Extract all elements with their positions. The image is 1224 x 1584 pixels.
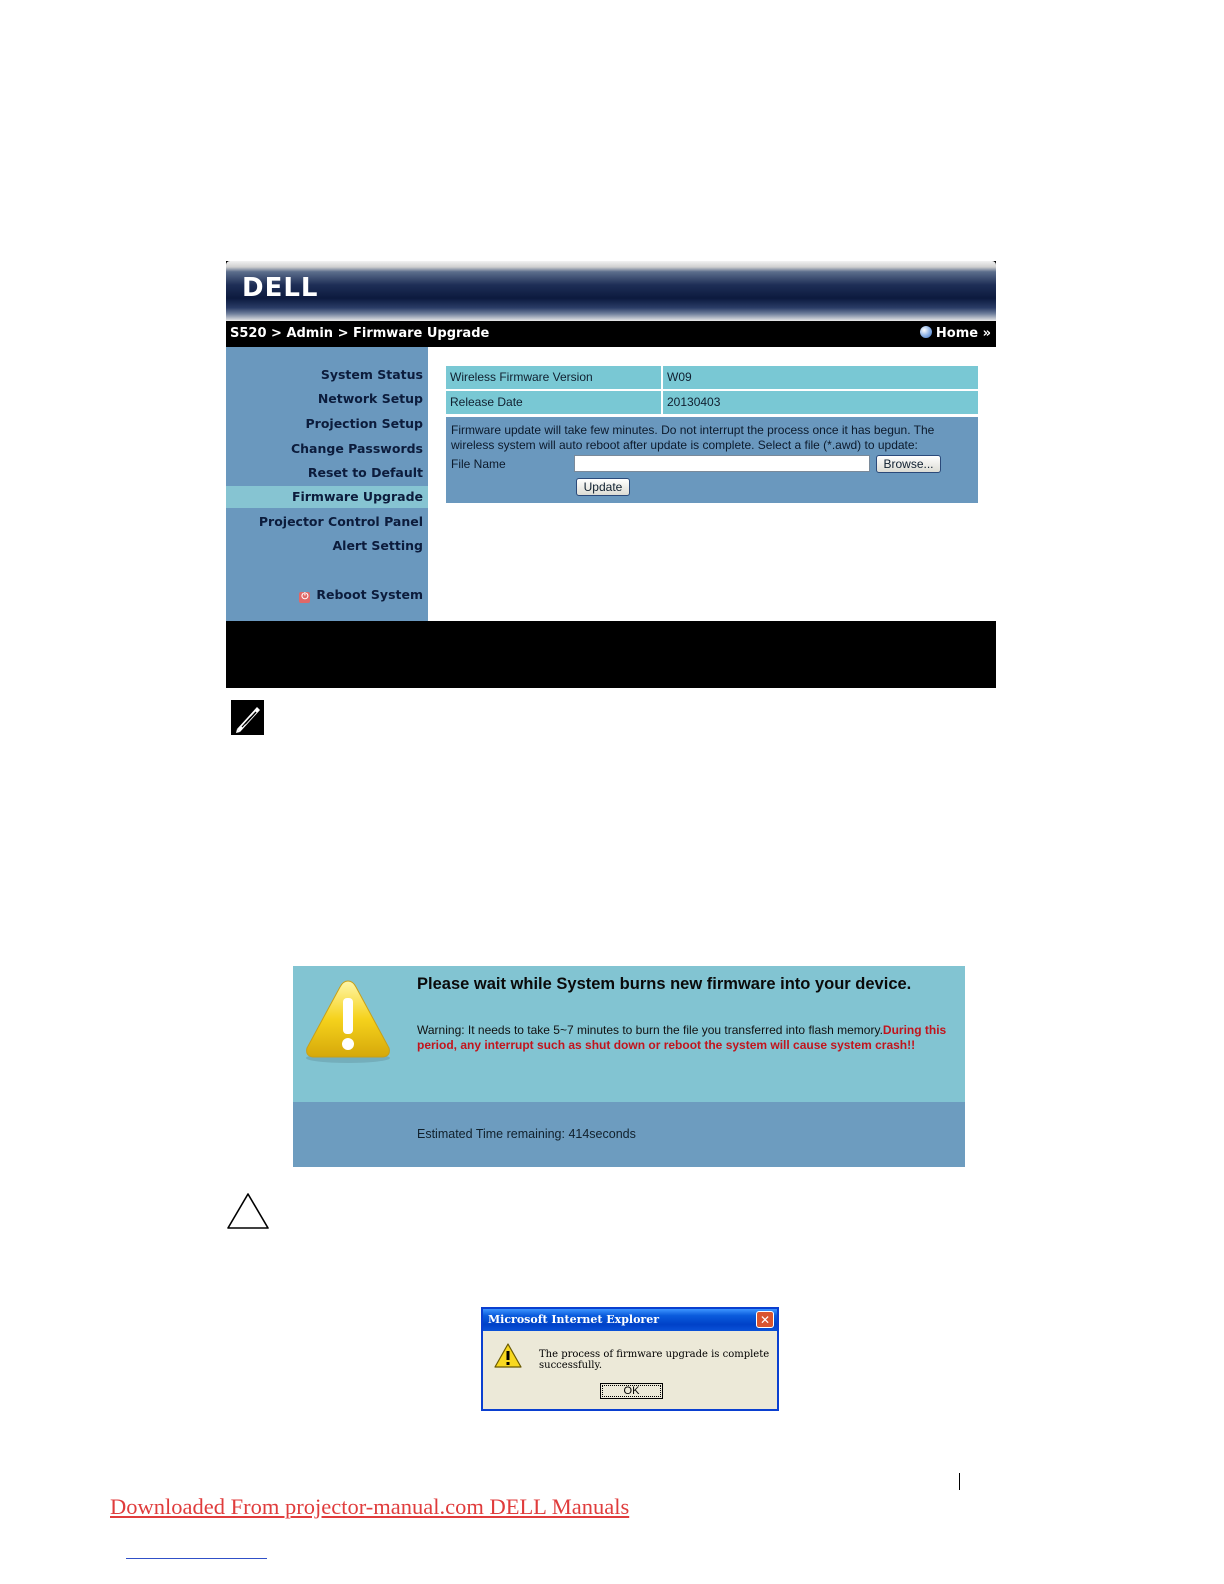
web-ui-footer [226,621,996,688]
file-name-input[interactable] [574,455,870,472]
burn-dialog-title: Please wait while System burns new firmware into your device. [417,975,912,993]
browse-button[interactable]: Browse... [876,455,941,473]
sidebar-item-firmware-upgrade[interactable]: Firmware Upgrade [226,486,428,508]
sidebar-item-network-setup[interactable]: Network Setup [317,391,423,406]
breadcrumb: S520 > Admin > Firmware Upgrade [230,326,490,341]
page-marker [959,1473,960,1490]
firmware-burn-dialog [293,966,965,1167]
update-button[interactable]: Update [576,478,630,496]
ie-alert-dialog [481,1307,779,1411]
ie-dialog-message: The process of firmware upgrade is complete successfully. [539,1349,770,1371]
ie-dialog-title: Microsoft Internet Explorer [488,1313,660,1326]
home-link[interactable] [920,326,991,341]
reboot-label: Reboot System [316,587,423,602]
sidebar-item-reset-to-default[interactable]: Reset to Default [307,465,423,480]
caution-icon [226,1191,270,1231]
firmware-version-value: W09 [663,366,978,389]
sidebar-item-projection-setup[interactable]: Projection Setup [305,416,423,431]
estimated-time: Estimated Time remaining: 414seconds [417,1127,636,1141]
sidebar-item-reboot-system[interactable] [226,584,428,606]
note-icon [231,700,264,735]
reboot-icon: ⏻ [301,592,309,602]
ok-button[interactable] [600,1383,663,1399]
release-date-value: 20130403 [663,391,978,414]
dell-logo: DELL [242,273,319,303]
burn-warning-red: During this period, any interrupt such as shut down or reboot the system will cause system crash!! [417,1023,947,1052]
breadcrumb-bar [226,321,996,347]
sidebar-item-projector-control-panel[interactable]: Projector Control Panel [258,514,423,529]
sidebar-item-system-status[interactable]: System Status [320,367,423,382]
release-date-label: Release Date [446,391,661,414]
file-name-label: File Name [451,457,506,471]
firmware-info-text: Firmware update will take few minutes. Do not interrupt the process once it has begun. The wireless system will auto reboot after update is complete. Select a file (*.awd) to update: [451,423,935,452]
web-ui-header [226,261,996,321]
web-ui-screenshot [226,261,996,688]
burn-warning [417,1023,957,1053]
sidebar-item-alert-setting[interactable]: Alert Setting [332,538,423,553]
ok-label: OK [602,1385,661,1397]
globe-icon [920,326,932,338]
ie-dialog-titlebar [483,1309,777,1331]
burn-dialog-top [293,966,965,1102]
sidebar [226,347,428,621]
warning-icon [303,978,393,1064]
close-icon[interactable]: ✕ [756,1311,774,1328]
burn-warning-text: Warning: It needs to take 5~7 minutes to burn the file you transferred into flash memory. [417,1023,883,1037]
warning-icon [493,1342,523,1370]
sidebar-item-change-passwords[interactable]: Change Passwords [290,441,423,456]
firmware-update-box [446,417,978,503]
firmware-panel [428,347,996,621]
home-label: Home » [935,326,991,341]
download-link[interactable]: Downloaded From projector-manual.com DELL Manuals [110,1494,630,1519]
firmware-version-label: Wireless Firmware Version [446,366,661,389]
footer-rule [126,1558,267,1559]
